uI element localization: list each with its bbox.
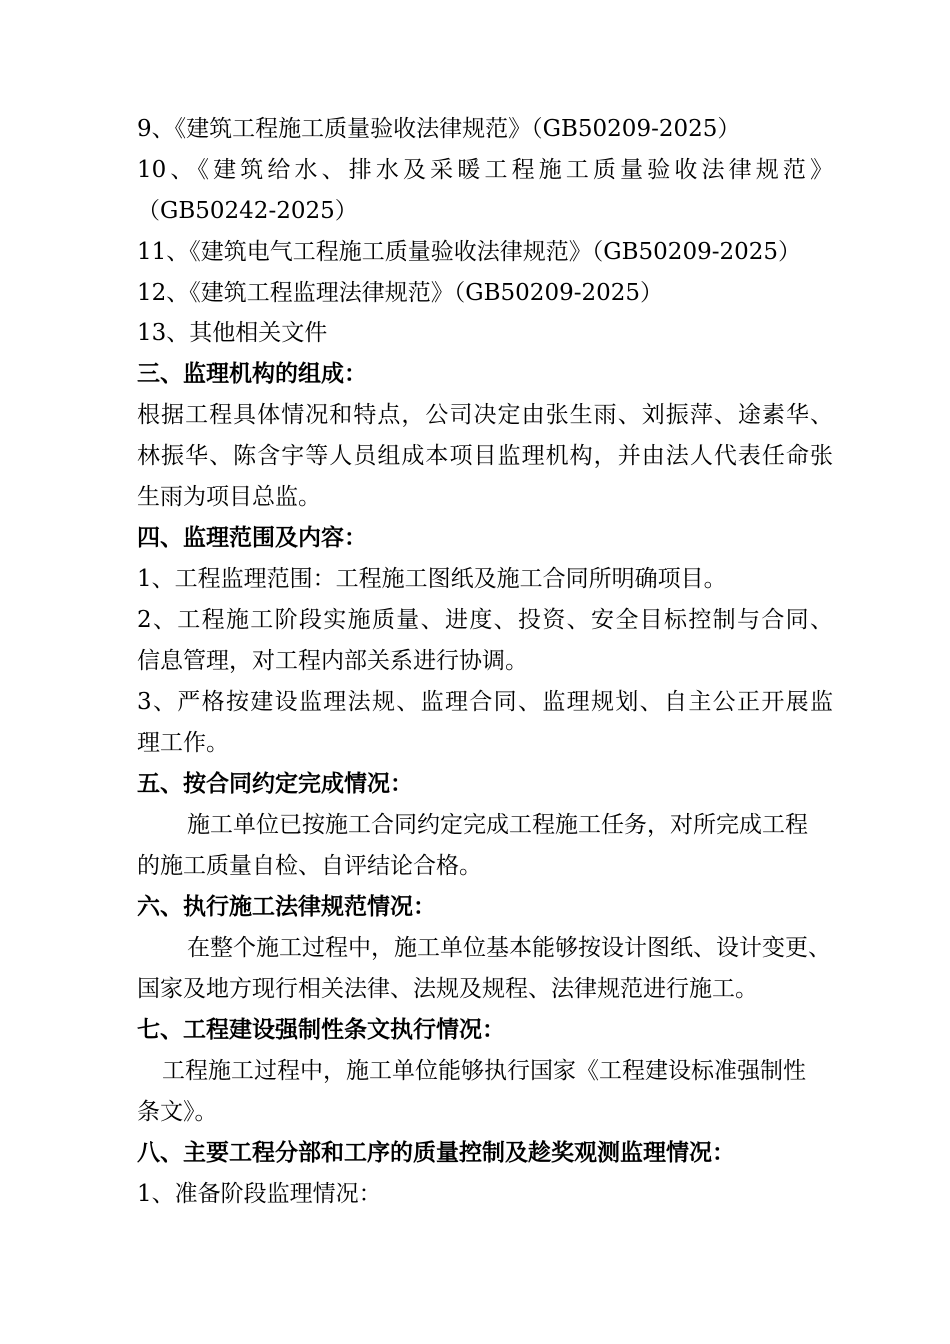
section-heading-5: 五、按合同约定完成情况： — [137, 770, 413, 797]
paragraph-line: 国家及地方现行相关法律、法规及规程、法律规范进行施工。 — [137, 976, 758, 1002]
reference-item-10: 10、《建筑给水、排水及采暖工程施工质量验收法律规范》 — [137, 157, 833, 183]
paragraph-line: 生雨为项目总监。 — [137, 484, 321, 510]
paragraph-line: 理工作。 — [137, 730, 229, 756]
scope-item-1: 1、工程监理范围：工程施工图纸及施工合同所明确项目。 — [137, 566, 727, 592]
paragraph-line: 在整个施工过程中，施工单位基本能够按设计图纸、设计变更、 — [187, 935, 831, 961]
reference-item-11: 11、《建筑电气工程施工质量验收法律规范》（GB50209-2025） — [137, 239, 802, 265]
section-heading-7: 七、工程建设强制性条文执行情况： — [137, 1016, 505, 1043]
scope-item-3: 3、严格按建设监理法规、监理合同、监理规划、自主公正开展监 — [137, 689, 833, 715]
reference-item-13: 13、其他相关文件 — [137, 320, 328, 346]
reference-item-12: 12、《建筑工程监理法律规范》（GB50209-2025） — [137, 280, 664, 306]
paragraph-line: 工程施工过程中，施工单位能够执行国家《工程建设标准强制性 — [162, 1058, 806, 1084]
section-heading-8: 八、主要工程分部和工序的质量控制及趁奖观测监理情况： — [137, 1139, 735, 1166]
scope-item-2: 2、工程施工阶段实施质量、进度、投资、安全目标控制与合同、 — [137, 607, 833, 633]
reference-item-10-code: （GB50242-2025） — [137, 198, 358, 224]
reference-item-9: 9、《建筑工程施工质量验收法律规范》（GB50209-2025） — [137, 116, 741, 142]
paragraph-line: 的施工质量自检、自评结论合格。 — [137, 853, 482, 879]
subsection-item-1: 1、准备阶段监理情况： — [137, 1181, 382, 1207]
paragraph-line: 林振华、陈含宇等人员组成本项目监理机构，并由法人代表任命张 — [137, 443, 833, 469]
section-heading-6: 六、执行施工法律规范情况： — [137, 893, 436, 920]
paragraph-line: 根据工程具体情况和特点，公司决定由张生雨、刘振萍、途素华、 — [137, 402, 833, 428]
section-heading-3: 三、监理机构的组成： — [137, 360, 367, 387]
paragraph-line: 条文》。 — [137, 1099, 218, 1125]
paragraph-line: 信息管理，对工程内部关系进行协调。 — [137, 648, 528, 674]
section-heading-4: 四、监理范围及内容： — [137, 524, 367, 551]
paragraph-line: 施工单位已按施工合同约定完成工程施工任务，对所完成工程 — [187, 812, 808, 838]
